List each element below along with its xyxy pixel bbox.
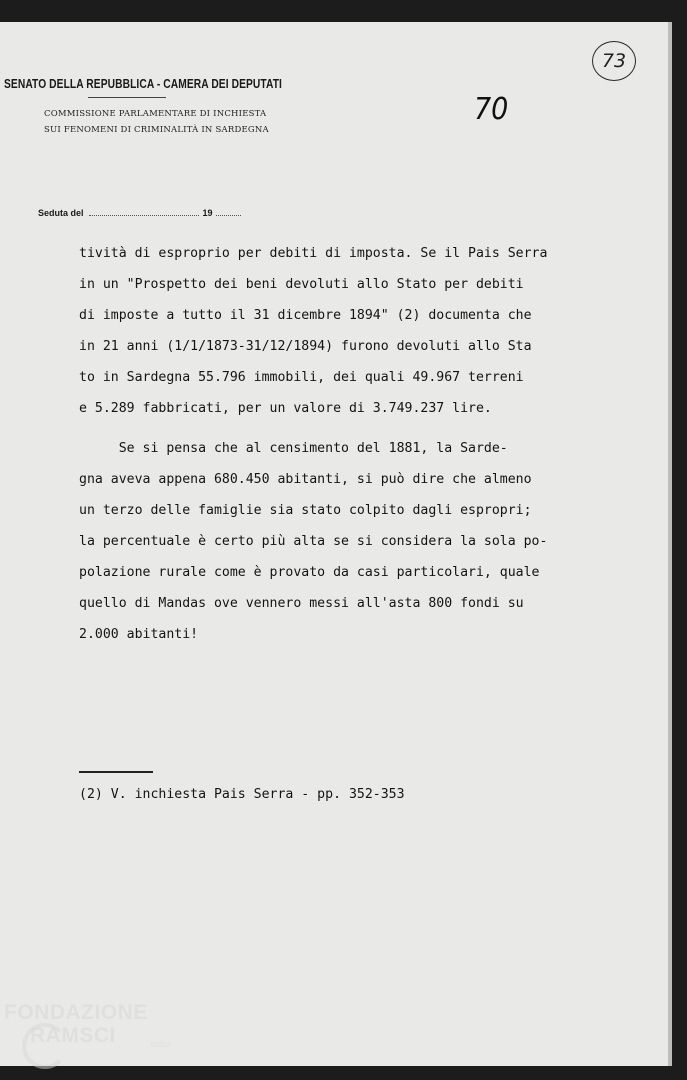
body-line: Se si pensa che al censimento del 1881, la Sarde- — [79, 441, 508, 456]
year-blank — [216, 215, 241, 216]
body-line: 2.000 abitanti! — [79, 627, 199, 642]
footnote-divider — [79, 771, 153, 773]
watermark-line-2: RAMSCI — [30, 1024, 116, 1047]
handwritten-page-number: 70 — [474, 92, 509, 127]
letterhead-subtitle-1: COMMISSIONE PARLAMENTARE DI INCHIESTA — [44, 109, 267, 119]
letterhead-title: SENATO DELLA REPUBBLICA - CAMERA DEI DEPUTATI — [4, 77, 282, 91]
body-line: polazione rurale come è provato da casi particolari, quale — [79, 565, 540, 580]
session-label: Seduta del — [38, 208, 84, 218]
date-blank — [89, 215, 199, 216]
body-line: quello di Mandas ove vennero messi all'asta 800 fondi su — [79, 596, 524, 611]
body-line: tività di esproprio per debiti di imposta. Se il Pais Serra — [79, 246, 548, 261]
page-edge — [668, 22, 672, 1066]
year-prefix: 19 — [202, 208, 213, 218]
body-line: gna aveva appena 680.450 abitanti, si può dire che almeno — [79, 472, 532, 487]
letterhead-divider — [88, 97, 166, 98]
body-line: e 5.289 fabbricati, per un valore di 3.749.237 lire. — [79, 401, 492, 416]
body-line: un terzo delle famiglie sia stato colpito dagli espropri; — [79, 503, 532, 518]
circled-number-text: 73 — [601, 50, 627, 72]
body-line: la percentuale è certo più alta se si considera la sola po- — [79, 534, 548, 549]
body-paragraph — [79, 244, 579, 430]
body-paragraph-2 — [79, 439, 579, 656]
session-date-line — [38, 208, 241, 218]
watermark-line-3: onlus — [150, 1039, 172, 1049]
body-line: di imposte a tutto il 31 dicembre 1894" (2) documenta che — [79, 308, 532, 323]
watermark-logo — [4, 1002, 172, 1049]
circled-archive-number — [592, 41, 636, 81]
letterhead-subtitle-2: SUI FENOMENI DI CRIMINALITÀ IN SARDEGNA — [44, 125, 269, 135]
body-line: in un "Prospetto dei beni devoluti allo Stato per debiti — [79, 277, 524, 292]
watermark-line-1: FONDAZIONE — [4, 1001, 148, 1024]
body-line: in 21 anni (1/1/1873-31/12/1894) furono devoluti allo Sta — [79, 339, 532, 354]
body-line: to in Sardegna 55.796 immobili, dei quali 49.967 terreni — [79, 370, 524, 385]
footnote-text: (2) V. inchiesta Pais Serra - pp. 352-353 — [79, 787, 405, 802]
